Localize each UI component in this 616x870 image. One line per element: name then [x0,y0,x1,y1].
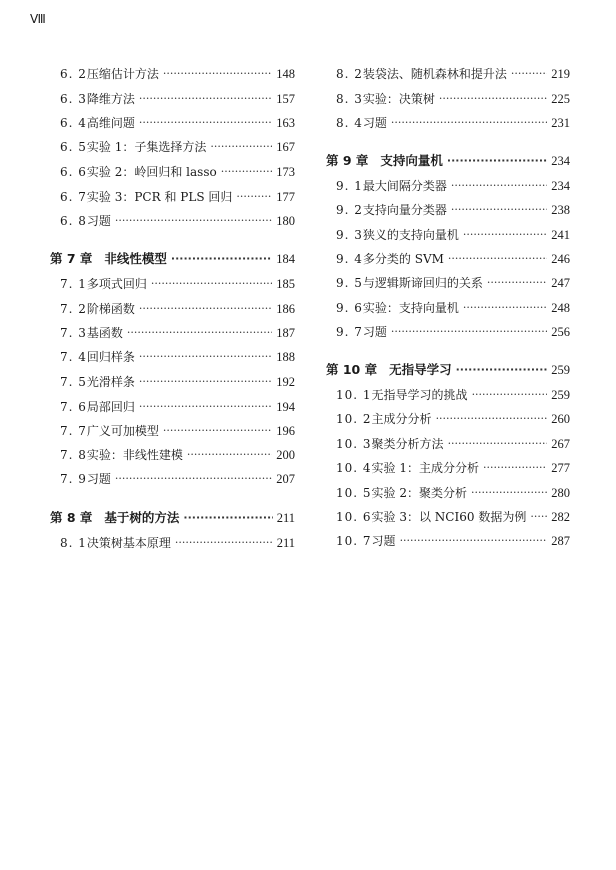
leader-dots [530,507,547,527]
toc-title: 实验：支持向量机 [362,301,459,315]
toc-entry [326,434,570,454]
toc-title: 回归样条 [86,350,135,364]
toc-title: 非线性模型 [104,251,167,266]
toc-number: 8. 1 [60,536,87,550]
toc-entry [50,64,295,84]
toc-entry [50,187,295,207]
toc-title: 习题 [362,325,387,339]
leader-dots [115,211,272,231]
toc-title: 广义可加模型 [86,424,159,438]
toc-number: 9. 7 [336,325,363,339]
toc-title: 实验 3：以 NCI60 数据为例 [371,510,527,524]
toc-page-number: 207 [276,472,295,486]
toc-page-number: 211 [276,536,295,550]
toc-title: 聚类分析方法 [371,437,444,451]
leader-dots [183,508,272,528]
toc-number: 6. 2 [60,67,87,81]
toc-chapter [50,508,295,528]
toc-page-number: 184 [276,252,295,266]
toc-number: 第 9 章 [326,153,369,168]
toc-title: 阶梯函数 [86,302,135,316]
toc-page-number: 277 [551,461,570,475]
toc-number: 6. 8 [60,214,87,228]
toc-chapter [326,151,570,171]
toc-number: 10. 4 [336,461,372,475]
toc-page-number: 247 [551,276,570,290]
leader-dots [210,137,272,157]
toc-page-number: 241 [551,228,570,242]
toc-title: 多分类的 SVM [362,252,444,266]
leader-dots [400,531,548,551]
toc-title: 主成分分析 [371,412,432,426]
toc-entry [326,322,570,342]
leader-dots [151,274,272,294]
leader-dots [139,347,272,367]
toc-number: 9. 4 [336,252,363,266]
toc-title: 压缩估计方法 [86,67,159,81]
toc-page-number: 211 [276,511,295,525]
leader-dots [471,483,547,503]
toc-chapter [50,249,295,269]
toc-title: 决策树基本原理 [86,536,171,550]
toc-page-number: 192 [276,375,295,389]
toc-page-number: 234 [551,154,570,168]
toc-entry [326,385,570,405]
toc-chapter [326,360,570,380]
toc-entry [326,409,570,429]
toc-number: 10. 5 [336,486,372,500]
toc-number: 10. 2 [336,412,372,426]
toc-entry [326,273,570,293]
toc-page-number: 256 [551,325,570,339]
toc-number: 7. 7 [60,424,87,438]
toc-number: 第 7 章 [50,251,93,266]
toc-page-number: 200 [276,448,295,462]
toc-entry [326,176,570,196]
leader-dots [483,458,547,478]
toc-number: 7. 6 [60,400,87,414]
toc-number: 7. 4 [60,350,87,364]
toc-title: 装袋法、随机森林和提升法 [362,67,507,81]
toc-page-number: 157 [276,92,295,106]
toc-entry [50,421,295,441]
toc-entry [326,200,570,220]
toc-title: 最大间隔分类器 [362,179,447,193]
toc-page-number: 186 [276,302,295,316]
toc-title: 光滑样条 [86,375,135,389]
toc-title: 习题 [371,534,396,548]
toc-entry [50,162,295,182]
leader-dots [472,385,548,405]
toc-title: 狭义的支持向量机 [362,228,459,242]
toc-entry [326,249,570,269]
toc-title: 实验 3：PCR 和 PLS 回归 [86,190,233,204]
toc-entry [50,323,295,343]
toc-title: 基于树的方法 [104,510,180,525]
toc-page-number: 238 [551,203,570,217]
toc-page-number: 234 [551,179,570,193]
toc-number: 6. 4 [60,116,87,130]
leader-dots [187,445,272,465]
toc-page-number: 185 [276,277,295,291]
toc-page-number: 225 [551,92,570,106]
toc-title: 习题 [86,214,111,228]
toc-title: 实验 1：主成分分析 [371,461,479,475]
toc-page-number: 196 [276,424,295,438]
toc-title: 高维问题 [86,116,135,130]
toc-number: 6. 3 [60,92,87,106]
leader-dots [448,249,547,269]
toc-entry [50,137,295,157]
leader-dots [463,298,547,318]
toc-entry [326,113,570,133]
toc-number: 9. 5 [336,276,363,290]
toc-number: 10. 1 [336,388,372,402]
leader-dots [163,64,272,84]
toc-page-number: 267 [551,437,570,451]
toc-page-number: 282 [551,510,570,524]
toc-page-number: 194 [276,400,295,414]
leader-dots [163,421,272,441]
leader-dots [221,162,273,182]
leader-dots [139,372,272,392]
toc-number: 7. 2 [60,302,87,316]
toc-title: 习题 [362,116,387,130]
leader-dots [127,323,272,343]
toc-page-number: 280 [551,486,570,500]
toc-entry [50,445,295,465]
toc-number: 8. 3 [336,92,363,106]
toc-number: 6. 7 [60,190,87,204]
toc-number: 第 10 章 [326,362,378,377]
toc-page-number: 167 [276,140,295,154]
leader-dots [451,200,547,220]
toc-entry [326,89,570,109]
toc-page-number: 163 [276,116,295,130]
toc-number: 7. 8 [60,448,87,462]
toc-entry [50,274,295,294]
leader-dots [439,89,547,109]
toc-number: 8. 4 [336,116,363,130]
leader-dots [139,113,272,133]
toc-entry [50,397,295,417]
leader-dots [447,151,547,171]
leader-dots [139,397,272,417]
toc-title: 局部回归 [86,400,135,414]
toc-number: 9. 1 [336,179,363,193]
leader-dots [391,322,547,342]
toc-number: 10. 3 [336,437,372,451]
leader-dots [139,299,272,319]
toc-number: 7. 5 [60,375,87,389]
toc-entry [326,507,570,527]
toc-title: 降维方法 [86,92,135,106]
leader-dots [463,225,547,245]
toc-page-number: 246 [551,252,570,266]
toc-number: 9. 6 [336,301,363,315]
leader-dots [448,434,548,454]
toc-number: 10. 7 [336,534,372,548]
leader-dots [139,89,272,109]
toc-entry [326,531,570,551]
toc-title: 无指导学习 [389,362,452,377]
leader-dots [456,360,548,380]
toc-title: 实验 1：子集选择方法 [86,140,207,154]
toc-title: 习题 [86,472,111,486]
toc-entry [50,211,295,231]
toc-title: 与逻辑斯谛回归的关系 [362,276,483,290]
toc-title: 无指导学习的挑战 [371,388,468,402]
toc-page-number: 287 [551,534,570,548]
toc-page-number: 259 [551,363,570,377]
toc-entry [50,533,295,553]
leader-dots [236,187,272,207]
leader-dots [175,533,273,553]
toc-page-number: 177 [276,190,295,204]
page-number: Ⅷ [30,12,46,26]
toc-title: 实验：决策树 [362,92,435,106]
toc-entry [326,458,570,478]
toc-title: 多项式回归 [86,277,147,291]
toc-page-number: 248 [551,301,570,315]
toc-entry [326,298,570,318]
toc-number: 9. 2 [336,203,363,217]
toc-entry [50,347,295,367]
toc-entry [50,113,295,133]
toc-entry [326,225,570,245]
toc-page-number: 259 [551,388,570,402]
toc-entry [50,469,295,489]
toc-page-number: 231 [551,116,570,130]
toc-page-number: 219 [551,67,570,81]
toc-number: 7. 1 [60,277,87,291]
toc-title: 实验：非线性建模 [86,448,183,462]
toc-entry [50,372,295,392]
toc-number: 8. 2 [336,67,363,81]
toc-number: 7. 3 [60,326,87,340]
leader-dots [436,409,548,429]
toc-entry [326,64,570,84]
toc-entry [326,483,570,503]
toc-entry [50,299,295,319]
leader-dots [391,113,547,133]
leader-dots [511,64,547,84]
leader-dots [451,176,547,196]
toc-number: 6. 6 [60,165,87,179]
toc-number: 7. 9 [60,472,87,486]
toc-number: 6. 5 [60,140,87,154]
toc-page-number: 180 [276,214,295,228]
toc-title: 支持向量机 [380,153,443,168]
toc-page-number: 187 [276,326,295,340]
toc-number: 第 8 章 [50,510,93,525]
toc-page-number: 173 [276,165,295,179]
toc-number: 9. 3 [336,228,363,242]
leader-dots [115,469,272,489]
toc-title: 实验 2：聚类分析 [371,486,467,500]
toc-entry [50,89,295,109]
toc-page-number: 188 [276,350,295,364]
toc-title: 基函数 [86,326,123,340]
leader-dots [171,249,272,269]
toc-number: 10. 6 [336,510,372,524]
toc-page-number: 148 [276,67,295,81]
toc-title: 实验 2：岭回归和 lasso [86,165,217,179]
leader-dots [487,273,547,293]
toc-title: 支持向量分类器 [362,203,447,217]
toc-page-number: 260 [551,412,570,426]
